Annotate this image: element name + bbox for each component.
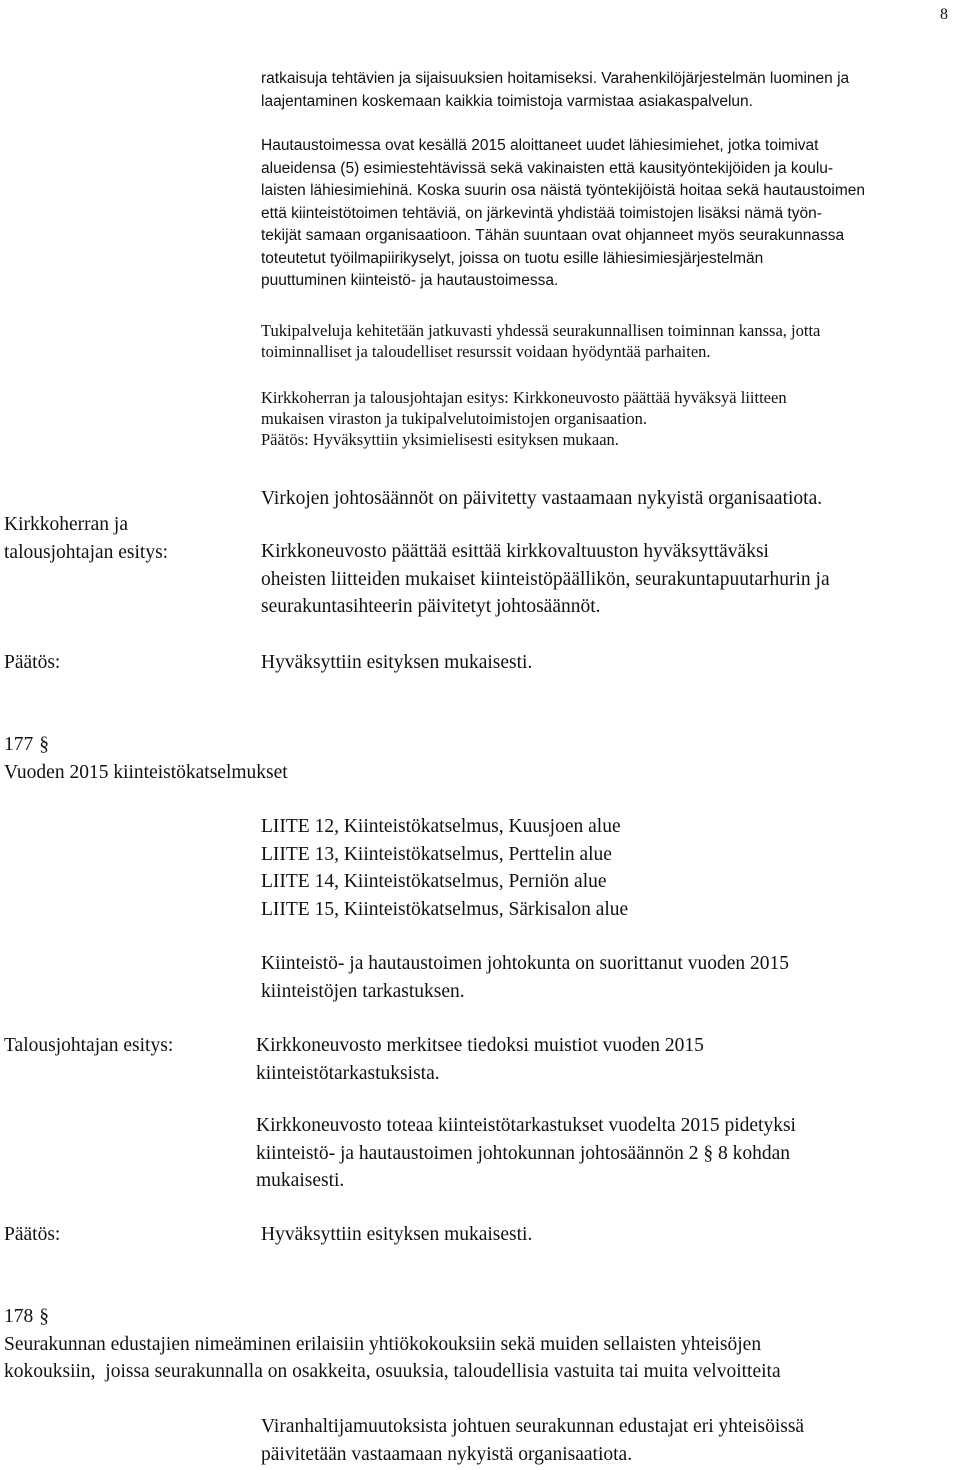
text-line: talousjohtajan esitys: <box>4 541 169 563</box>
intro-paragraph-4 <box>261 387 787 450</box>
attachment-item: LIITE 14, Kiinteistökatselmus, Perniön alue <box>261 871 607 892</box>
text-line: mukaisen viraston ja tukipalvelutoimistojen organisaation. <box>261 409 648 428</box>
section-symbol: § <box>39 1306 49 1327</box>
section-heading-178 <box>4 1303 781 1386</box>
intro-paragraph-1 <box>261 68 849 113</box>
decision-text: Hyväksyttiin esityksen mukaisesti. <box>261 652 533 673</box>
text-line: kiinteistötarkastuksista. <box>256 1062 440 1084</box>
text-line: kiinteistöjen tarkastuksen. <box>261 980 465 1002</box>
text-line: laajentaminen koskemaan kaikkia toimistoja varmistaa asiakaspalvelun. <box>261 92 753 110</box>
text-line: Kiinteistö- ja hautaustoimen johtokunta on suorittanut vuoden 2015 <box>261 953 790 974</box>
proposal-text <box>256 1032 704 1087</box>
section-number: 177 <box>4 734 34 755</box>
text-line: laisten lähiesimiehinä. Koska suurin osa näistä työntekijöistä hoitaa sekä hautaustoimen <box>261 182 865 199</box>
text-line: seurakuntasihteerin päivitetyt johtosäännöt. <box>261 596 601 617</box>
text-line: Tukipalveluja kehitetään jatkuvasti yhdessä seurakunnallisen toiminnan kanssa, jotta <box>261 321 821 340</box>
attachment-item: LIITE 13, Kiinteistökatselmus, Perttelin alue <box>261 843 612 865</box>
intro-paragraph-2 <box>261 135 865 293</box>
attachment-item: LIITE 15, Kiinteistökatselmus, Särkisalon alue <box>261 898 629 920</box>
text-line: oheisten liitteiden mukaiset kiinteistöpäällikön, seurakuntapuutarhurin ja <box>261 568 830 590</box>
intro-paragraph-3 <box>261 320 820 362</box>
text-line: että kiinteistötoimen tehtäviä, on järkevintä yhdistää toimistojen lisäksi nämä työn- <box>261 204 822 222</box>
section-177-body <box>261 950 789 1005</box>
text-line: Kirkkoherran ja <box>4 514 128 535</box>
attachment-list <box>261 813 628 923</box>
text-line: Kirkkoneuvosto toteaa kiinteistötarkastukset vuodelta 2015 pidetyksi <box>256 1115 796 1136</box>
text-line: Kirkkoherran ja talousjohtajan esitys: Kirkkoneuvosto päättää hyväksyä liitteen <box>261 388 787 407</box>
text-line: päivitetään vastaamaan nykyistä organisaatiota. <box>261 1443 633 1465</box>
section-title-line: kokouksiin, joissa seurakunnalla on osakkeita, osuuksia, taloudellisia vastuita tai muita velvoitteita <box>4 1361 781 1382</box>
organization-note: Virkojen johtosäännöt on päivitetty vastaamaan nykyistä organisaatiota. <box>261 488 823 509</box>
page-number: 8 <box>940 6 948 23</box>
section-title-line: Seurakunnan edustajien nimeäminen erilaisiin yhtiökokouksiin sekä muiden sellaisten yhteisöjen <box>4 1333 762 1355</box>
text-line: ratkaisuja tehtävien ja sijaisuuksien hoitamiseksi. Varahenkilöjärjestelmän luominen ja <box>261 70 850 87</box>
section-title: Vuoden 2015 kiinteistökatselmukset <box>4 761 288 783</box>
text-line: toiminnalliset ja taloudelliset resurssit voidaan hyödyntää parhaiten. <box>261 342 711 361</box>
text-line: toteutetut työilmapiirikyselyt, joissa on tuotu esille lähiesimiesjärjestelmän <box>261 249 764 267</box>
section-heading-177 <box>4 731 288 786</box>
attachment-item: LIITE 12, Kiinteistökatselmus, Kuusjoen alue <box>261 816 621 837</box>
text-line: mukaisesti. <box>256 1170 345 1191</box>
proposal-label <box>4 511 168 566</box>
proposal-text-2 <box>256 1112 796 1195</box>
text-line: Kirkkoneuvosto merkitsee tiedoksi muistiot vuoden 2015 <box>256 1035 704 1056</box>
text-line: kiinteistö- ja hautaustoimen johtokunnan johtosäännön 2 § 8 kohdan <box>256 1142 791 1164</box>
text-line: tekijät samaan organisaatioon. Tähän suuntaan ovat ohjanneet myös seurakunnassa <box>261 227 845 244</box>
section-symbol: § <box>39 734 49 755</box>
text-line: Kirkkoneuvosto päättää esittää kirkkovaltuuston hyväksyttäväksi <box>261 541 769 562</box>
text-line: alueidensa (5) esimiestehtävissä sekä vakinaisten että kausityöntekijöiden ja koulu- <box>261 159 834 177</box>
section-number: 178 <box>4 1306 34 1327</box>
decision-label: Päätös: <box>4 652 61 673</box>
text-line: Hautaustoimessa ovat kesällä 2015 aloittaneet uudet lähiesimiehet, jotka toimivat <box>261 137 819 154</box>
text-line: Viranhaltijamuutoksista johtuen seurakunnan edustajat eri yhteisöissä <box>261 1416 805 1437</box>
section-178-body <box>261 1413 804 1468</box>
proposal-text <box>261 538 830 621</box>
decision-label: Päätös: <box>4 1224 61 1245</box>
proposal-label: Talousjohtajan esitys: <box>4 1035 174 1056</box>
decision-text: Hyväksyttiin esityksen mukaisesti. <box>261 1224 533 1245</box>
text-line: Päätös: Hyväksyttiin yksimielisesti esityksen mukaan. <box>261 430 619 449</box>
text-line: puuttuminen kiinteistö- ja hautaustoimessa. <box>261 272 559 289</box>
